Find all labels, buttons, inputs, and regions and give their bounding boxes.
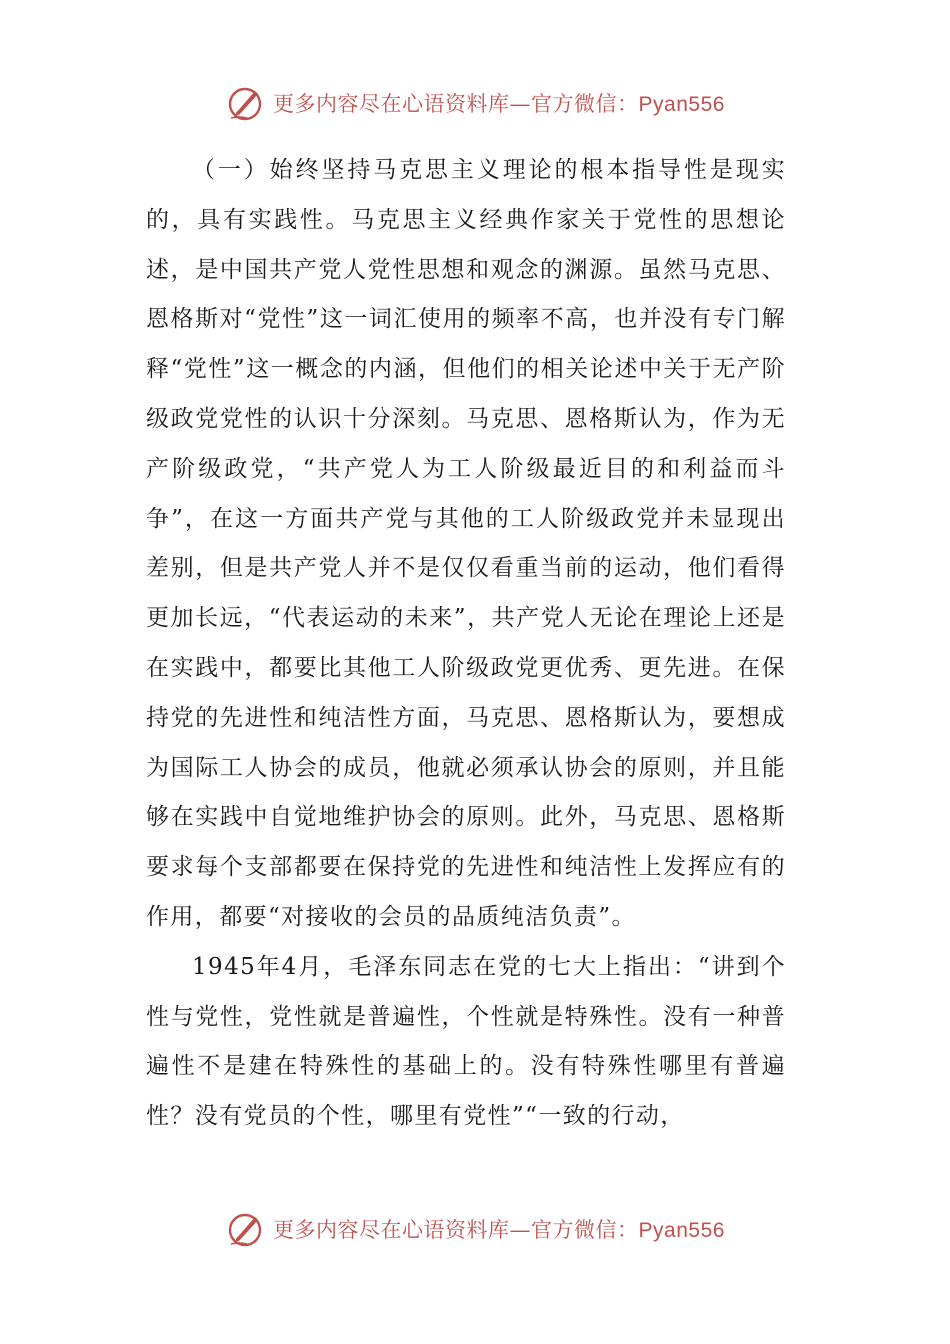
- wechat-id: Pyan556: [638, 1219, 725, 1242]
- footer-watermark-banner: [0, 1206, 950, 1252]
- wechat-id: Pyan556: [638, 93, 725, 116]
- banner-text: 更多内容尽在心语资料库—官方微信：Pyan556: [273, 1218, 725, 1242]
- header-watermark-banner: [0, 80, 950, 126]
- pen-logo-icon: [225, 1209, 265, 1249]
- banner-text: 更多内容尽在心语资料库—官方微信：Pyan556: [273, 92, 725, 116]
- document-body: [146, 146, 786, 1142]
- paragraph: 1945年4月，毛泽东同志在党的七大上指出：“讲到个性与党性，党性就是普遍性，个性就是特殊性。没有一种普遍性不是建在特殊性的基础上的。没有特殊性哪里有普遍性？没有党员的个性，哪里有党性”“一致的行动，: [146, 953, 786, 1130]
- paragraph: （一）始终坚持马克思主义理论的根本指导性是现实的，具有实践性。马克思主义经典作家关于党性的思想论述，是中国共产党人党性思想和观念的渊源。虽然马克思、恩格斯对“党性”这一词汇使用的频率不高，也并没有专门解释“党性”这一概念的内涵，但他们的相关论述中关于无产阶级政党党性的认识十分深刻。马克思、恩格斯认为，作为无产阶级政党，“共产党人为工人阶级最近目的和利益而斗争”，在这一方面共产党与其他的工人阶级政党并未显现出差别，但是共产党人并不是仅仅看重当前的运动，他们看得更加长远，“代表运动的未来”，共产党人无论在理论上还是在实践中，都要比其他工人阶级政党更优秀、更先进。在保持党的先进性和纯洁性方面，马克思、恩格斯认为，要想成为国际工人协会的成员，他就必须承认协会的原则，并且能够在实践中自觉地维护协会的原则。此外，马克思、恩格斯要求每个支部都要在保持党的先进性和纯洁性上发挥应有的作用，都要“对接收的会员的品质纯洁负责”。: [146, 157, 786, 930]
- pen-logo-icon: [225, 83, 265, 123]
